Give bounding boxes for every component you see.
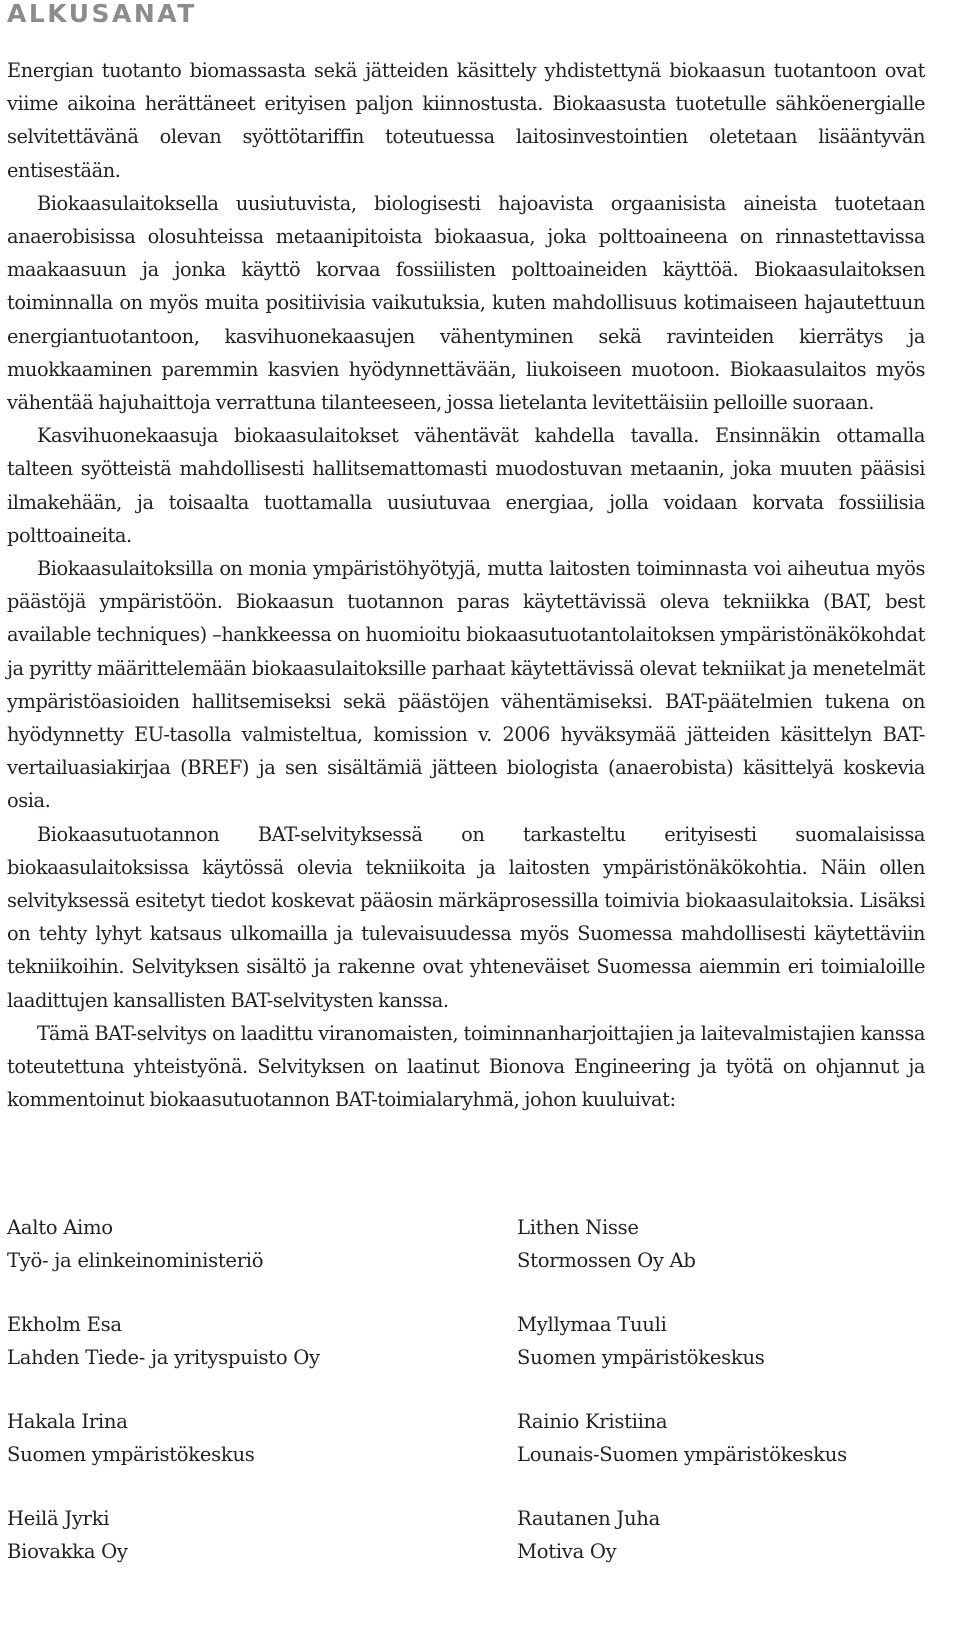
member-ekholm (7, 1308, 457, 1374)
member-rautanen (517, 1502, 960, 1568)
member-name: Heilä Jyrki (7, 1507, 110, 1530)
member-name: Ekholm Esa (7, 1313, 122, 1336)
foreword-body (7, 54, 925, 1117)
paragraph-3: Kasvihuonekaasuja biokaasulaitokset vähentävät kahdella tavalla. Ensinnäkin ottamalla talteen syötteistä mahdollisesti hallitsemattomasti muodostuvan metaanin, joka muuten pääsisi ilmakehään, ja toisaalta tuottamalla uusiutuvaa energiaa, jolla voidaan korvata fossiilisia polttoaineita. (7, 424, 925, 547)
member-lithen (517, 1211, 960, 1277)
member-heila (7, 1502, 457, 1568)
member-name: Aalto Aimo (7, 1216, 113, 1239)
member-organization: Suomen ympäristökeskus (517, 1346, 765, 1369)
paragraph-4: Biokaasulaitoksilla on monia ympäristöhyötyjä, mutta laitosten toiminnasta voi aiheutua myös päästöjä ympäristöön. Biokaasun tuotannon paras käytettävissä oleva tekniikka (BAT, best available techniques) –hankkeessa on huomioitu biokaasutuotantolaitoksen ympäristönäkökohdat ja pyritty määrittelemään biokaasulaitoksille parhaat käytettävissä olevat tekniikat ja menetelmät ympäristöasioiden hallitsemiseksi sekä päästöjen vähentämiseksi. BAT-päätelmien tukena on hyödynnetty EU-tasolla valmisteltua, komission v. 2006 hyväksymää jätteiden käsittelyn BAT-vertailuasiakirjaa (BREF) ja sen sisältämiä jätteen biologista (anaerobista) käsittelyä koskevia osia. (7, 557, 925, 813)
member-organization: Työ- ja elinkeinoministeriö (7, 1249, 264, 1272)
member-organization: Suomen ympäristökeskus (7, 1443, 255, 1466)
paragraph-1: Energian tuotanto biomassasta sekä jätteiden käsittely yhdistettynä biokaasun tuotantoon ovat viime aikoina herättäneet erityisen paljon kiinnostusta. Biokaasusta tuotetulle sähköenergialle selvitettävänä olevan syöttötariffin toteutuessa laitosinvestointien oletetaan lisääntyvän entisestään. (7, 59, 925, 182)
member-name: Hakala Irina (7, 1410, 128, 1433)
member-organization: Motiva Oy (517, 1540, 617, 1563)
paragraph-6: Tämä BAT-selvitys on laadittu viranomaisten, toiminnanharjoittajien ja laitevalmistajien kanssa toteutettuna yhteistyönä. Selvityksen on laatinut Bionova Engineering ja työtä on ohjannut ja kommentoinut biokaasutuotannon BAT-toimialaryhmä, johon kuuluivat: (7, 1021, 925, 1112)
member-name: Rainio Kristiina (517, 1410, 668, 1433)
member-name: Lithen Nisse (517, 1216, 639, 1239)
member-aalto (7, 1211, 457, 1277)
member-myllymaa (517, 1308, 960, 1374)
member-name: Myllymaa Tuuli (517, 1313, 667, 1336)
member-organization: Biovakka Oy (7, 1540, 128, 1563)
member-hakala (7, 1405, 457, 1471)
paragraph-5: Biokaasutuotannon BAT-selvityksessä on tarkasteltu erityisesti suomalaisissa biokaasulaitoksissa käytössä olevia tekniikoita ja laitosten ympäristönäkökohtia. Näin ollen selvityksessä esitetyt tiedot koskevat pääosin märkäprosessilla toimivia biokaasulaitoksia. Lisäksi on tehty lyhyt katsaus ulkomailla ja tulevaisuudessa myös Suomessa mahdollisesti käytettäviin tekniikoihin. Selvityksen sisältö ja rakenne ovat yhteneväiset Suomessa aiemmin eri toimialoille laadittujen kansallisten BAT-selvitysten kanssa. (7, 822, 925, 1012)
page-title: ALKUSANAT (7, 0, 197, 28)
member-rainio (517, 1405, 960, 1471)
paragraph-2: Biokaasulaitoksella uusiutuvista, biologisesti hajoavista orgaanisista aineista tuotetaan anaerobisissa olosuhteissa metaanipitoista biokaasua, joka polttoaineena on rinnastettavissa maakaasuun ja jonka käyttö korvaa fossiilisten polttoaineiden käyttöä. Biokaasulaitoksen toiminnalla on myös muita positiivisia vaikutuksia, kuten mahdollisuus kotimaiseen hajautettuun energiantuotantoon, kasvihuonekaasujen vähentyminen sekä ravinteiden kierrätys ja muokkaaminen paremmin kasvien hyödynnettävään, liukoiseen muotoon. Biokaasulaitos myös vähentää hajuhaittoja verrattuna tilanteeseen, jossa lietelanta levitettäisiin pelloille suoraan. (7, 191, 925, 415)
member-name: Rautanen Juha (517, 1507, 660, 1530)
member-organization: Lahden Tiede- ja yrityspuisto Oy (7, 1346, 320, 1369)
member-organization: Stormossen Oy Ab (517, 1249, 696, 1272)
member-organization: Lounais-Suomen ympäristökeskus (517, 1443, 847, 1466)
